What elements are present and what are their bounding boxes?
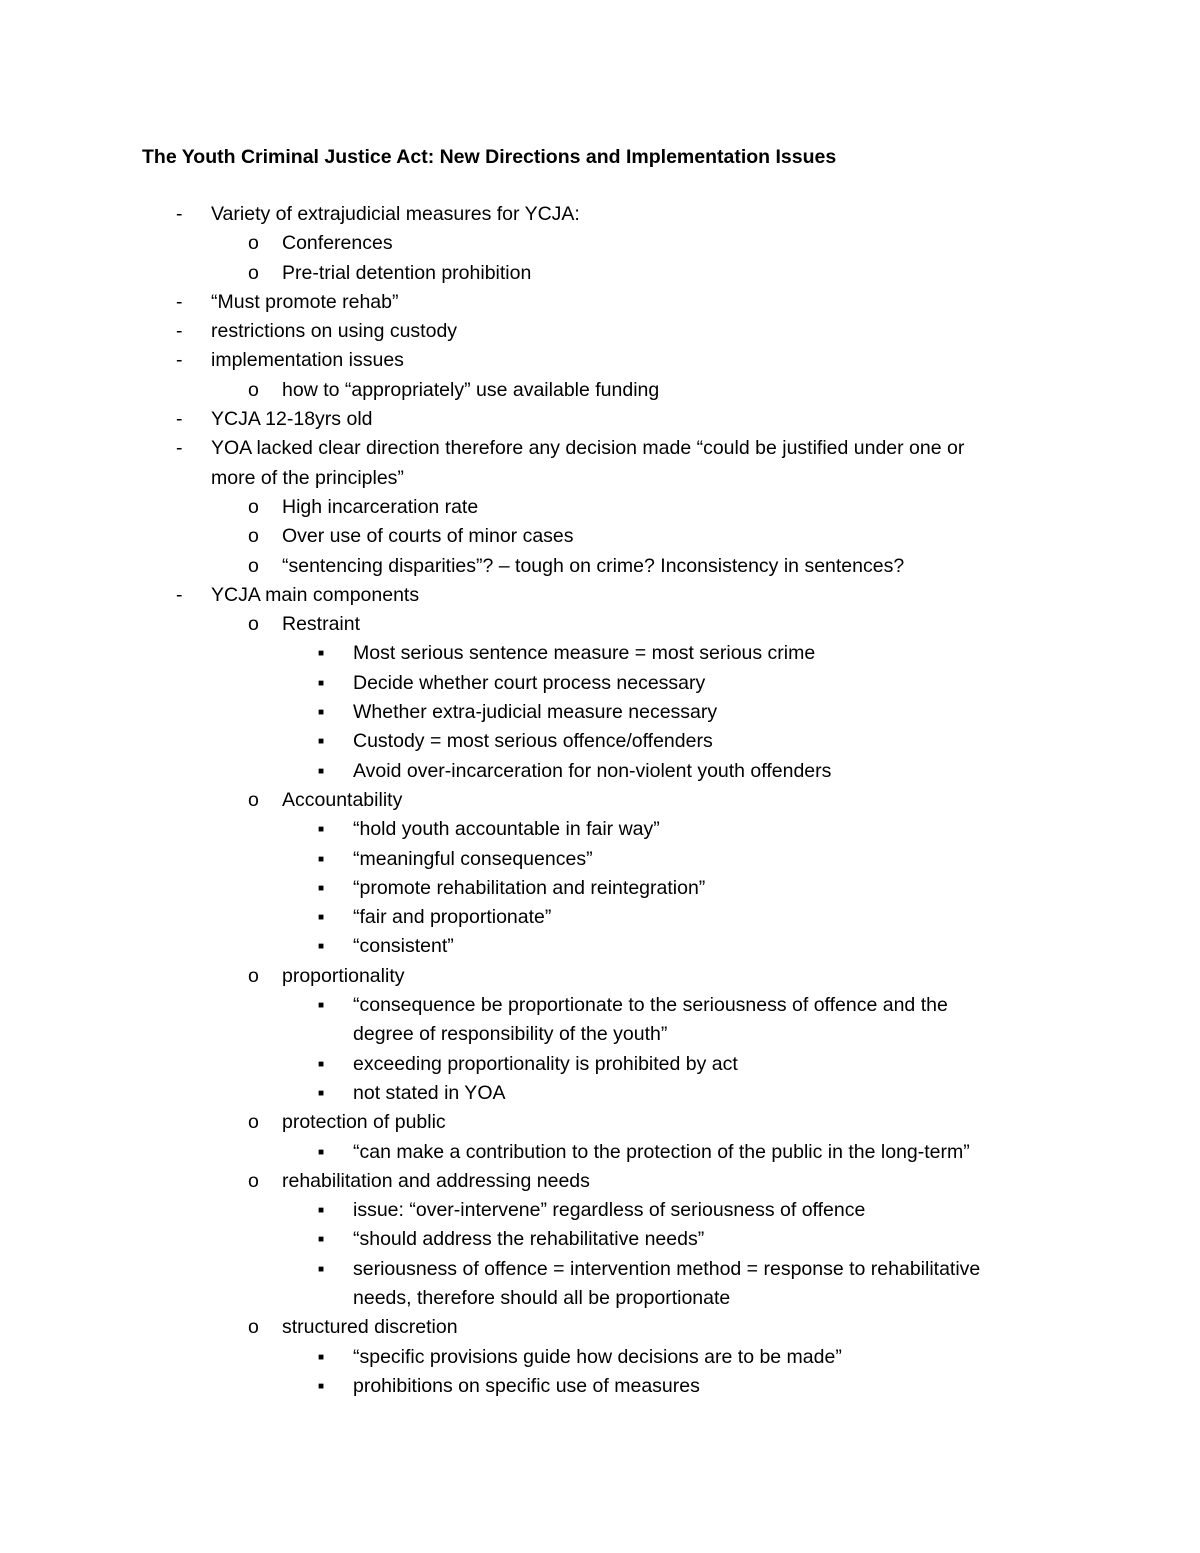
outline-item-level-3 xyxy=(0,757,1200,786)
circle-bullet: o xyxy=(248,495,259,518)
circle-bullet: o xyxy=(248,378,259,401)
outline-item-text: “hold youth accountable in fair way” xyxy=(353,818,660,841)
outline-item-level-3 xyxy=(0,1255,1200,1284)
square-bullet-icon: ■ xyxy=(318,882,325,894)
outline-item-level-3 xyxy=(0,903,1200,932)
circle-bullet: o xyxy=(248,554,259,577)
square-bullet-icon: ■ xyxy=(318,1205,325,1217)
outline-item-level-3 xyxy=(0,815,1200,844)
outline-item-level-2 xyxy=(0,610,1200,639)
outline-item-text: YCJA 12-18yrs old xyxy=(211,408,373,431)
outline-item-text: restrictions on using custody xyxy=(211,320,458,343)
dash-bullet: - xyxy=(176,408,183,431)
outline-item-level-3 xyxy=(0,698,1200,727)
outline-item-level-3 xyxy=(0,669,1200,698)
outline-item-text: “consistent” xyxy=(353,935,454,958)
circle-bullet: o xyxy=(248,261,259,284)
outline-item-text: “consequence be proportionate to the seriousness of offence and the xyxy=(353,994,948,1017)
outline-item-text: Accountability xyxy=(282,788,403,811)
outline-item-level-1 xyxy=(0,200,1200,229)
square-bullet-icon: ■ xyxy=(318,1234,325,1246)
circle-bullet: o xyxy=(248,1169,259,1192)
square-bullet-icon: ■ xyxy=(318,765,325,777)
outline-item-text: seriousness of offence = intervention method = response to rehabilitative xyxy=(353,1257,981,1280)
outline-item-level-2 xyxy=(0,259,1200,288)
square-bullet-icon: ■ xyxy=(318,1058,325,1070)
outline-item-level-2 xyxy=(0,376,1200,405)
outline-item-level-3 xyxy=(0,1020,1200,1049)
outline-item-text: Restraint xyxy=(282,613,361,636)
outline-item-text: Conferences xyxy=(282,232,393,255)
outline-item-text: Decide whether court process necessary xyxy=(353,671,706,694)
outline-item-level-3 xyxy=(0,1196,1200,1225)
square-bullet-icon: ■ xyxy=(318,1146,325,1158)
outline-item-level-3 xyxy=(0,1372,1200,1401)
outline-item-level-2 xyxy=(0,552,1200,581)
outline-item-text: needs, therefore should all be proportionate xyxy=(353,1286,731,1309)
circle-bullet: o xyxy=(248,964,259,987)
square-bullet-icon: ■ xyxy=(318,677,325,689)
outline-item-level-2 xyxy=(0,522,1200,551)
square-bullet-icon: ■ xyxy=(318,1351,325,1363)
outline-item-text: implementation issues xyxy=(211,349,404,372)
outline-item-text: rehabilitation and addressing needs xyxy=(282,1169,590,1192)
outline-item-text: Over use of courts of minor cases xyxy=(282,525,574,548)
outline-item-level-3 xyxy=(0,845,1200,874)
square-bullet-icon: ■ xyxy=(318,1380,325,1392)
outline-item-text: “promote rehabilitation and reintegration” xyxy=(353,876,706,899)
circle-bullet: o xyxy=(248,525,259,548)
dash-bullet: - xyxy=(176,349,183,372)
dash-bullet: - xyxy=(176,437,183,460)
circle-bullet: o xyxy=(248,1316,259,1339)
outline-item-level-2 xyxy=(0,493,1200,522)
outline-item-level-2 xyxy=(0,1108,1200,1137)
square-bullet-icon: ■ xyxy=(318,736,325,748)
outline-item-text: exceeding proportionality is prohibited by act xyxy=(353,1052,738,1075)
outline-item-level-1 xyxy=(0,581,1200,610)
outline-item-level-2 xyxy=(0,1313,1200,1342)
outline-item-text: “can make a contribution to the protection of the public in the long-term” xyxy=(353,1140,970,1163)
outline-item-text: protection of public xyxy=(282,1111,446,1134)
outline-list xyxy=(0,200,1200,1401)
outline-item-text: “should address the rehabilitative needs” xyxy=(353,1228,705,1251)
outline-item-level-3 xyxy=(0,727,1200,756)
outline-item-level-1 xyxy=(0,434,1200,463)
circle-bullet: o xyxy=(248,1111,259,1134)
outline-item-level-3 xyxy=(0,1284,1200,1313)
dash-bullet: - xyxy=(176,320,183,343)
outline-item-level-1 xyxy=(0,288,1200,317)
outline-item-text: “sentencing disparities”? – tough on crime? Inconsistency in sentences? xyxy=(282,554,905,577)
dash-bullet: - xyxy=(176,290,183,313)
outline-item-text: degree of responsibility of the youth” xyxy=(353,1023,668,1046)
outline-item-text: Avoid over-incarceration for non-violent youth offenders xyxy=(353,759,832,782)
outline-item-level-2 xyxy=(0,229,1200,258)
outline-item-level-3 xyxy=(0,874,1200,903)
square-bullet-icon: ■ xyxy=(318,853,325,865)
outline-item-level-2 xyxy=(0,962,1200,991)
outline-item-text: High incarceration rate xyxy=(282,495,479,518)
document-title: The Youth Criminal Justice Act: New Directions and Implementation Issues xyxy=(142,146,837,168)
square-bullet-icon: ■ xyxy=(318,648,325,660)
outline-item-level-3 xyxy=(0,639,1200,668)
outline-item-text: “specific provisions guide how decisions are to be made” xyxy=(353,1345,842,1368)
square-bullet-icon: ■ xyxy=(318,941,325,953)
outline-item-text: Whether extra-judicial measure necessary xyxy=(353,701,718,724)
outline-item-level-3 xyxy=(0,1343,1200,1372)
outline-item-level-2 xyxy=(0,786,1200,815)
square-bullet-icon: ■ xyxy=(318,1000,325,1012)
outline-item-text: Custody = most serious offence/offenders xyxy=(353,730,713,753)
outline-item-text: YOA lacked clear direction therefore any decision made “could be justified under one or xyxy=(211,437,965,460)
square-bullet-icon: ■ xyxy=(318,824,325,836)
square-bullet-icon: ■ xyxy=(318,707,325,719)
outline-item-level-1 xyxy=(0,317,1200,346)
dash-bullet: - xyxy=(176,203,183,225)
outline-item-text: not stated in YOA xyxy=(353,1081,506,1104)
square-bullet-icon: ■ xyxy=(318,912,325,924)
outline-item-text: proportionality xyxy=(282,964,405,987)
outline-item-level-3 xyxy=(0,932,1200,961)
outline-item-text: Pre-trial detention prohibition xyxy=(282,261,532,284)
outline-item-level-1 xyxy=(0,405,1200,434)
square-bullet-icon: ■ xyxy=(318,1087,325,1099)
outline-item-text: more of the principles” xyxy=(211,466,404,489)
circle-bullet: o xyxy=(248,232,259,255)
outline-item-text: issue: “over-intervene” regardless of seriousness of offence xyxy=(353,1199,866,1222)
circle-bullet: o xyxy=(248,788,259,811)
outline-item-text: Most serious sentence measure = most serious crime xyxy=(353,642,816,665)
outline-item-level-1 xyxy=(0,464,1200,493)
outline-item-text: YCJA main components xyxy=(211,583,420,606)
outline-item-level-3 xyxy=(0,1225,1200,1254)
outline-item-text: “meaningful consequences” xyxy=(353,847,593,870)
outline-item-level-1 xyxy=(0,346,1200,375)
circle-bullet: o xyxy=(248,613,259,636)
outline-item-level-3 xyxy=(0,991,1200,1020)
outline-item-level-3 xyxy=(0,1079,1200,1108)
outline-item-text: prohibitions on specific use of measures xyxy=(353,1374,700,1397)
outline-item-text: “fair and proportionate” xyxy=(353,906,552,929)
outline-item-text: “Must promote rehab” xyxy=(211,290,399,313)
outline-item-text: Variety of extrajudicial measures for YCJA: xyxy=(211,203,580,225)
square-bullet-icon: ■ xyxy=(318,1263,325,1275)
outline-item-text: how to “appropriately” use available funding xyxy=(282,378,660,401)
outline-item-level-3 xyxy=(0,1138,1200,1167)
outline-item-level-3 xyxy=(0,1050,1200,1079)
outline-item-text: structured discretion xyxy=(282,1316,458,1339)
dash-bullet: - xyxy=(176,583,183,606)
outline-item-level-2 xyxy=(0,1167,1200,1196)
